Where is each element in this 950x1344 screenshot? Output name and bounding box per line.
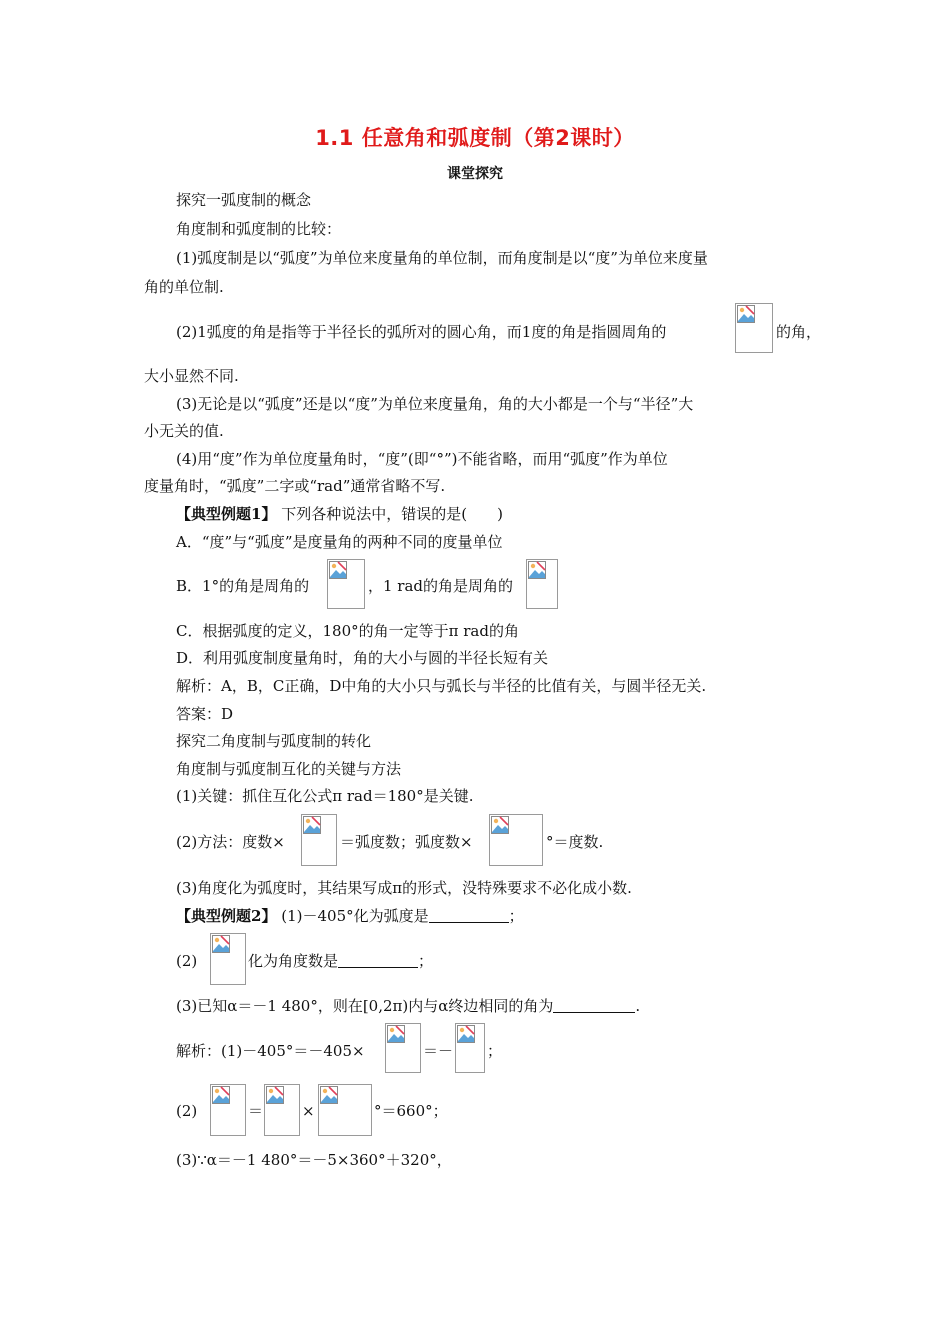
formula-image (526, 559, 558, 609)
text-line: 角的单位制. (144, 278, 224, 296)
broken-image-icon (329, 561, 347, 579)
text-line: (2)方法：度数× (176, 833, 285, 851)
text-line: °＝660°； (374, 1102, 448, 1120)
page-title: 1.1 任意角和弧度制（第2课时） (315, 126, 635, 150)
formula-image (301, 814, 337, 866)
text-line: ； (487, 1042, 503, 1060)
text-line: (3)角度化为弧度时，其结果写成π的形式，没特殊要求不必化成小数. (176, 879, 632, 897)
formula-image (210, 1084, 246, 1136)
example-label: 【典型例题1】 (176, 505, 277, 523)
example-label: 【典型例题2】 (176, 907, 277, 925)
formula-image (210, 933, 246, 985)
text-line: °＝度数. (546, 833, 604, 851)
text-line: 探究二角度制与弧度制的转化 (176, 732, 372, 750)
broken-image-icon (212, 935, 230, 953)
text-line: A．“度”与“弧度”是度量角的两种不同的度量单位 (176, 533, 503, 551)
section-heading: 课堂探究 (447, 166, 503, 182)
text-line: 的角， (776, 323, 822, 341)
text-line: 探究一弧度制的概念 (176, 191, 312, 209)
formula-image (735, 303, 773, 353)
broken-image-icon (528, 561, 546, 579)
text-line: × (302, 1102, 315, 1120)
text-line: (2) (176, 1102, 198, 1120)
text-line: 答案：D (176, 705, 234, 723)
text-line: 度量角时，“弧度”二字或“rad”通常省略不写. (144, 477, 446, 495)
text-line: (1)弧度制是以“弧度”为单位来度量角的单位制，而角度制是以“度”为单位来度量 (176, 249, 708, 267)
question-text: (3)已知α＝－1 480°，则在[0,2π)内与α终边相同的角为 (176, 997, 554, 1015)
text-line: ，1 rad的角是周角的 (368, 577, 514, 595)
answer-blank (338, 953, 418, 968)
answer-blank (429, 908, 509, 923)
text-line: 解析：(1)－405°＝－405× (176, 1042, 365, 1060)
text-line: 解析：A，B，C正确，D中角的大小只与弧长与半径的比值有关，与圆半径无关. (176, 677, 707, 695)
answer-blank (553, 998, 635, 1013)
text-line: (2) (176, 952, 198, 970)
text-line: (3)∵α＝－1 480°＝－5×360°＋320°， (176, 1151, 452, 1169)
text-line: 小无关的值. (144, 422, 224, 440)
text-line: 大小显然不同. (144, 367, 239, 385)
formula-image (264, 1084, 300, 1136)
text-line: 角度制和弧度制的比较： (176, 220, 342, 238)
broken-image-icon (457, 1025, 475, 1043)
broken-image-icon (303, 816, 321, 834)
broken-image-icon (491, 816, 509, 834)
broken-image-icon (737, 305, 755, 323)
text-line (248, 951, 433, 971)
broken-image-icon (387, 1025, 405, 1043)
question-text: 化为角度数是 (248, 952, 339, 970)
formula-image (318, 1084, 372, 1136)
punctuation: ； (508, 907, 524, 925)
text-line: (2)1弧度的角是指等于半径长的弧所对的圆心角，而1度的角是指圆周角的 (176, 323, 667, 341)
formula-image (385, 1023, 421, 1073)
example-question: 下列各种说法中，错误的是( ) (281, 505, 503, 523)
text-line: ＝弧度数；弧度数× (340, 833, 473, 851)
formula-image (489, 814, 543, 866)
broken-image-icon (266, 1086, 284, 1104)
example-question: (1)－405°化为弧度是 (281, 907, 429, 925)
text-line: (4)用“度”作为单位度量角时，“度”(即“°”)不能省略，而用“弧度”作为单位 (176, 450, 668, 468)
text-line: ＝ (248, 1102, 264, 1120)
formula-image (327, 559, 365, 609)
text-line: (1)关键：抓住互化公式π rad＝180°是关键. (176, 787, 474, 805)
broken-image-icon (212, 1086, 230, 1104)
broken-image-icon (320, 1086, 338, 1104)
formula-image (455, 1023, 485, 1073)
text-line: (3)无论是以“弧度”还是以“度”为单位来度量角，角的大小都是一个与“半径”大 (176, 395, 694, 413)
punctuation: . (635, 997, 641, 1015)
text-line: 角度制与弧度制互化的关键与方法 (176, 760, 402, 778)
punctuation: ； (418, 952, 434, 970)
text-line: ＝－ (423, 1042, 454, 1060)
text-line (176, 504, 503, 524)
text-line (176, 996, 640, 1016)
text-line: B．1°的角是周角的 (176, 577, 310, 595)
text-line: D．利用弧度制度量角时，角的大小与圆的半径长短有关 (176, 649, 549, 667)
text-line (176, 906, 524, 926)
text-line: C．根据弧度的定义，180°的角一定等于π rad的角 (176, 622, 519, 640)
